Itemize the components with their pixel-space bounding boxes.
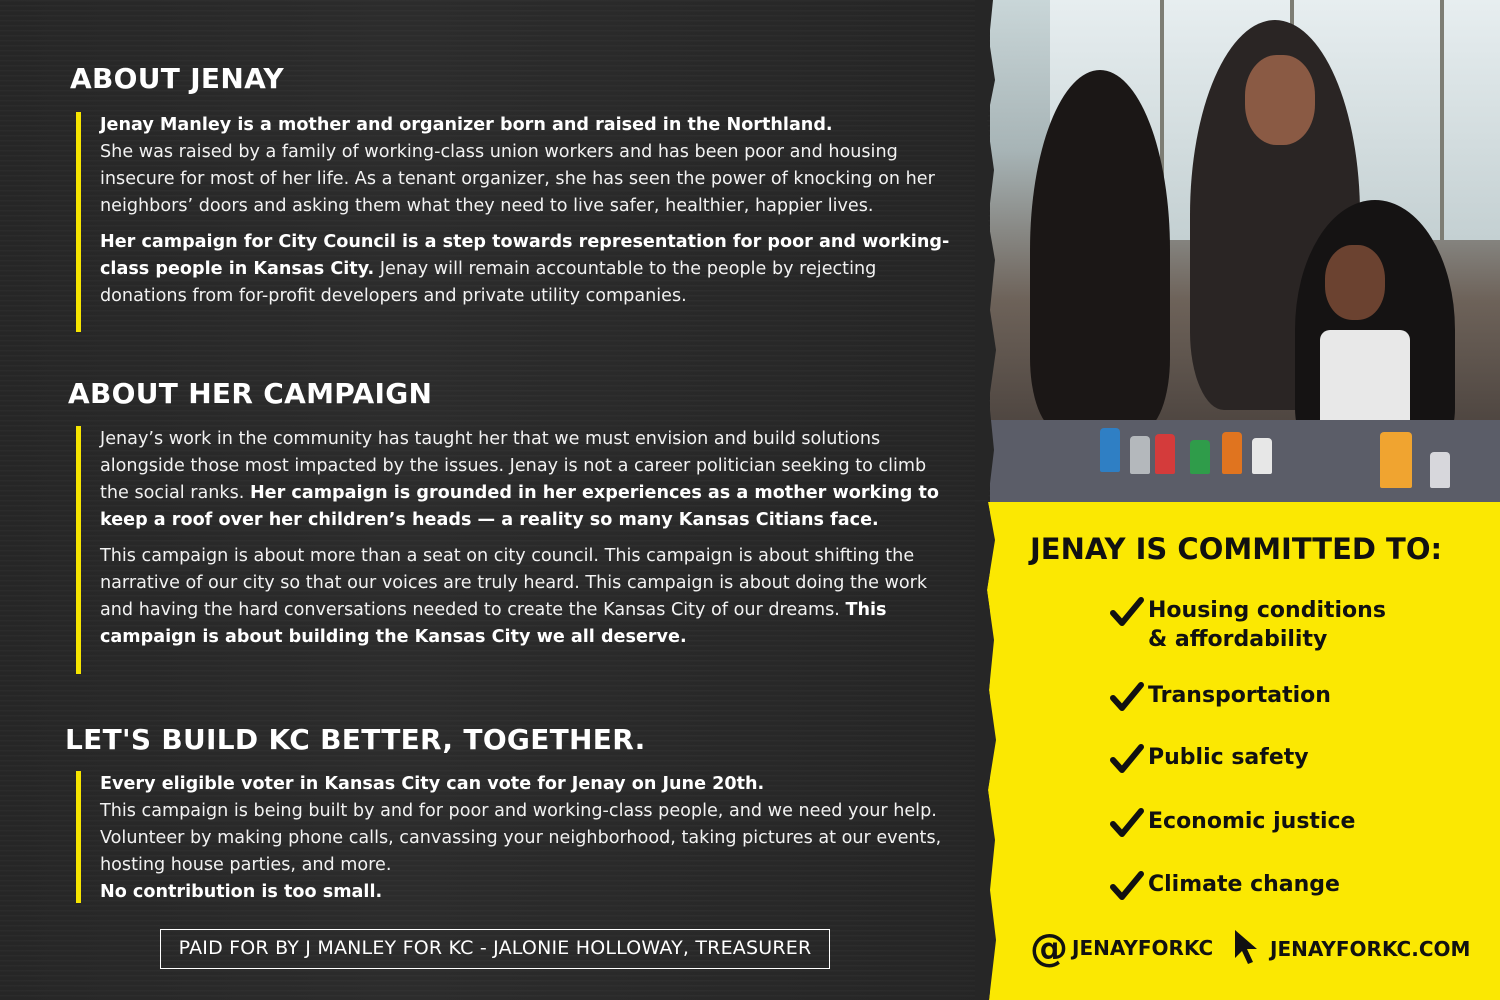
photo-paint-bottle [1100, 428, 1120, 472]
campaign-photo [990, 0, 1500, 502]
photo-table [990, 420, 1500, 502]
photo-face-center [1245, 55, 1315, 145]
photo-face-child [1325, 245, 1385, 320]
build-kc-paragraph [100, 771, 956, 906]
about-campaign-p1-bold: Her campaign is grounded in her experiences as a mother working to keep a roof over her children’s heads — a reality so many Kansas Citians face. [100, 483, 939, 530]
photo-paint-bottle [1430, 452, 1450, 488]
photo-paint-bottle [1380, 432, 1412, 488]
commitment-item [1110, 870, 1470, 904]
about-campaign-title: ABOUT HER CAMPAIGN [68, 377, 433, 410]
photo-window-frame [1440, 0, 1444, 240]
cursor-icon [1232, 928, 1264, 966]
build-kc-text: This campaign is being built by and for poor and working-class people, and we need your help. Volunteer by making phone calls, canvassing your neighborhood, taking pictures at our events, hosting house parties, and more. [100, 801, 942, 875]
website-link[interactable] [1232, 928, 1470, 969]
torn-paper-edge [975, 0, 1005, 1000]
about-jenay-paragraph-1 [100, 112, 956, 220]
build-kc-body [76, 771, 956, 903]
paid-for-disclaimer: PAID FOR BY J MANLEY FOR KC - JALONIE HOLLOWAY, TREASURER [160, 929, 830, 969]
about-jenay-p2-text: Jenay will remain accountable to the people by rejecting donations from for-profit developers and private utility companies. [100, 259, 877, 306]
commitment-label: Economic justice [1148, 809, 1356, 834]
checkmark-icon [1110, 807, 1144, 841]
commitment-item [1110, 743, 1470, 777]
commitment-item [1110, 681, 1470, 715]
photo-paint-bottle [1190, 440, 1210, 474]
commitment-label: Climate change [1148, 872, 1340, 897]
about-campaign-p1-text: Jenay’s work in the community has taught her that we must envision and build solutions alongside those most impacted by the issues. Jenay is not a career politician seeking to climb the social ranks. [100, 429, 927, 503]
about-campaign-body [76, 426, 956, 674]
at-icon: @ [1030, 926, 1068, 970]
commitments-title: JENAY IS COMMITTED TO: [1030, 532, 1443, 566]
about-jenay-p2-bold: Her campaign for City Council is a step towards representation for poor and working-class people in Kansas City. [100, 232, 950, 279]
commitment-line-1: Housing conditions [1148, 598, 1386, 623]
about-jenay-p1-text: She was raised by a family of working-class union workers and has been poor and housing insecure for most of her life. As a tenant organizer, she has seen the power of knocking on her neighbors’ doors and asking them what they need to live safer, healthier, happier lives. [100, 142, 935, 216]
commitment-label: Transportation [1148, 683, 1331, 708]
about-jenay-p1-bold: Jenay Manley is a mother and organizer born and raised in the Northland. [100, 115, 833, 135]
checkmark-icon [1110, 870, 1144, 904]
about-campaign-p2-text: This campaign is about more than a seat on city council. This campaign is about shifting the narrative of our city so that our voices are truly heard. This campaign is about doing the work and having the hard conversations needed to create the Kansas City of our dreams. [100, 546, 928, 620]
about-campaign-paragraph-2 [100, 543, 956, 651]
photo-paint-bottle [1155, 434, 1175, 474]
about-jenay-title: ABOUT JENAY [70, 62, 284, 95]
social-handle-text[interactable]: JENAYFORKC [1072, 936, 1214, 960]
build-kc-bold-end: No contribution is too small. [100, 882, 383, 902]
about-jenay-body [76, 112, 956, 332]
commitment-item [1110, 596, 1470, 656]
commitment-label [1148, 596, 1386, 654]
photo-paint-bottle [1130, 436, 1150, 474]
about-jenay-paragraph-2 [100, 229, 956, 310]
build-kc-title: LET'S BUILD KC BETTER, TOGETHER. [65, 723, 646, 756]
commitment-item [1110, 807, 1470, 841]
commitment-line-2: & affordability [1148, 627, 1328, 652]
about-campaign-paragraph-1 [100, 426, 956, 534]
build-kc-bold-lead: Every eligible voter in Kansas City can vote for Jenay on June 20th. [100, 774, 765, 794]
commitment-label: Public safety [1148, 745, 1309, 770]
website-text[interactable]: JENAYFORKC.COM [1270, 937, 1471, 961]
photo-paint-bottle [1252, 438, 1272, 474]
checkmark-icon [1110, 743, 1144, 777]
checkmark-icon [1110, 681, 1144, 715]
about-campaign-p2-bold: This campaign is about building the Kansas City we all deserve. [100, 600, 887, 647]
checkmark-icon [1110, 596, 1144, 630]
photo-person-left [1030, 70, 1170, 430]
social-handle[interactable] [1030, 928, 1213, 968]
photo-paint-bottle [1222, 432, 1242, 474]
